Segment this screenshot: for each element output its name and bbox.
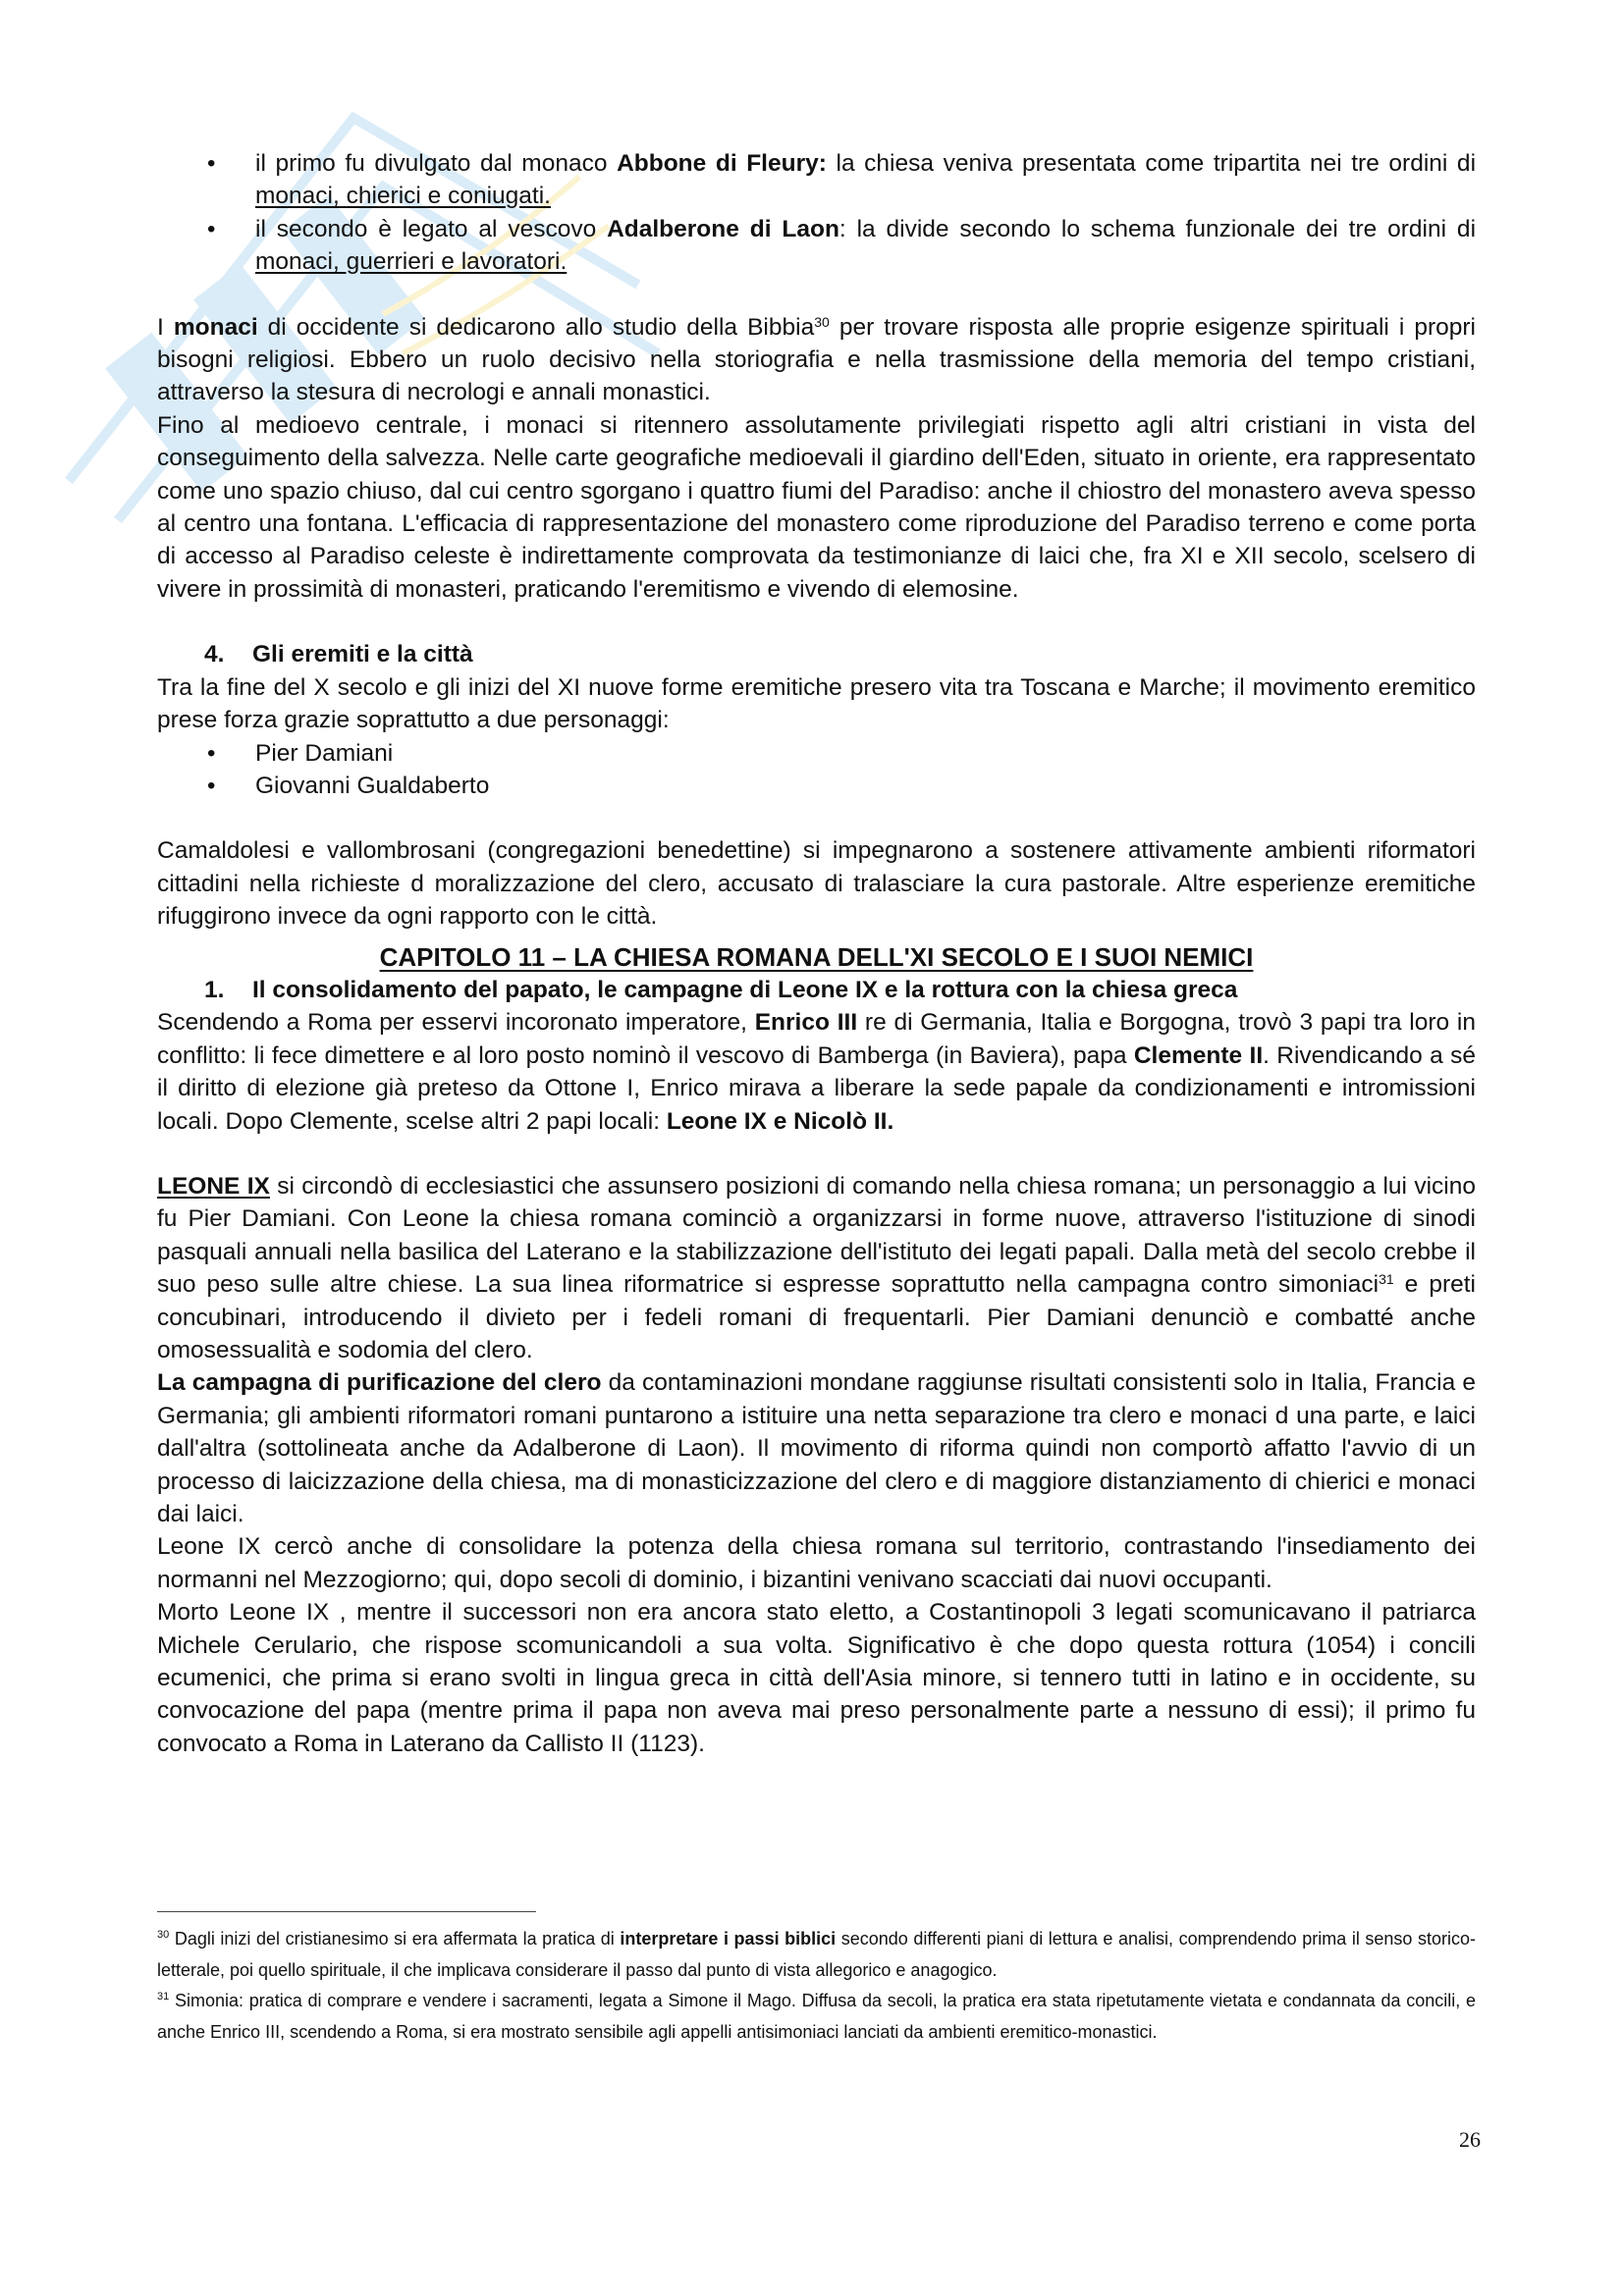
paragraph-scisma: Morto Leone IX , mentre il successori non era ancora stato eletto, a Costantinopoli 3 legati scomunicavano il patriarca Michele Cerulario, che rispose scomunicandoli a sua volta. Significativo è che dopo questa rottura (1054) i concili ecumenici, che prima si erano svolti in lingua greca in città dell'Asia minore, si tennero tutti in latino e in occidente, su convocazione del papa (mentre prima il papa non aveva mai preso personalmente parte a nessuno di essi); il primo fu convocato a Roma in Laterano da Callisto II (1123). [157,1599,1476,1757]
paragraph-eremiti-intro: Tra la fine del X secolo e gli inizi del XI nuove forme eremitiche presero vita tra Toscana e Marche; il movimento eremitico prese forza grazie soprattutto a due personaggi: [157,673,1476,734]
paragraph-campagna: La campagna di purificazione del clero da contaminazioni mondane raggiunse risultati consistenti solo in Italia, Francia e Germania; gli ambienti riformatori romani puntarono a istituire una netta separazione tra clero e monaci d una parte, e laici dall'altra (sottolineata anche da Adalberone di Laon). Il movimento di riforma quindi non comportò affatto l'avvio di un processo di laicizzazione della chiesa, ma di monasticizzazione del clero e di maggiore distanziamento di chierici e monaci dai laici. [157,1369,1476,1528]
paragraph-leone: LEONE IX si circondò di ecclesiastici che assunsero posizioni di comando nella chiesa romana; un personaggio a lui vicino fu Pier Damiani. Con Leone la chiesa romana cominciò a organizzarsi in forme nuove, attraverso l'istituzione di sinodi pasquali annuali nella basilica del Laterano e la stabilizzazione dell'istituto dei legati papali. Dalla metà del secolo crebbe il suo peso sulle altre chiese. La sua linea riformatrice si espresse soprattutto nella campagna contro simoniaci$^{31}$ e preti concubinari, introducendo il divieto per i fedeli romani di frequentarli. Pier Damiani denunciò e combatté anche omosessualità e sodomia del clero. [157,1172,1476,1363]
footnotes [157,1924,1476,2048]
footnote-ref[interactable]: 31 [1379,1271,1394,1288]
chapter-title: CAPITOLO 11 – LA CHIESA ROMANA DELL'XI SECOLO E I SUOI NEMICI [379,941,1254,972]
footnote-30: $^{30}$ Dagli inizi del cristianesimo si era affermata la pratica di interpretare i passi biblici secondo differenti piani di lettura e analisi, comprendendo prima il senso storico-letterale, poi quello spirituale, il che implicava considerare il passo dal punto di vista allegorico e anagogico. [157,1929,1476,1980]
paragraph-monaci: I monaci di occidente si dedicarono allo studio della Bibbia$^{30}$ per trovare risposta alle proprie esigenze spirituali i propri bisogni religiosi. Ebbero un ruolo decisivo nella storiografia e nella trasmissione della memoria del tempo cristiani, attraverso la stesura di necrologi e annali monastici. [157,313,1476,406]
paragraph-camaldolesi: Camaldolesi e vallombrosani (congregazioni benedettine) si impegnarono a sostenere attivamente ambienti riformatori cittadini nella richieste d moralizzazione del clero, accusato di tralasciare la cura pastorale. Altre esperienze eremitiche rifuggirono invece da ogni rapporto con le città. [157,837,1476,931]
eremiti-list [157,737,1476,803]
paragraph-enrico: Scendendo a Roma per esservi incoronato imperatore, Enrico III re di Germania, Italia e Borgogna, trovò 3 papi tra loro in conflitto: li fece dimettere e al loro posto nominò il vescovo di Bamberga (in Baviera), papa Clemente II. Rivendicando a sé il diritto di elezione già preteso da Ottone I, Enrico mirava a liberare la sede papale da condizionamenti e intromissioni locali. Dopo Clemente, scelse altri 2 papi locali: Leone IX e Nicolò II. [157,1009,1477,1135]
list-item: • Giovanni Gualdaberto [157,770,1476,802]
paragraph-medioevo: Fino al medioevo centrale, i monaci si ritennero assolutamente privilegiati rispetto agli altri cristiani in vista del conseguimento della salvezza. Nelle carte geografiche medioevali il giardino dell'Eden, situato in oriente, era rappresentato come uno spazio chiuso, dal cui centro sgorgano i quattro fiumi del Paradiso: anche il chiostro del monastero aveva spesso al centro una fontana. L'efficacia di rappresentazione del monastero come riproduzione del Paradiso terreno e come porta di accesso al Paradiso celeste è indirettamente comprovata da testimonianze di laici che, fra XI e XII secolo, scelsero di vivere in prossimità di monasteri, praticando l'eremitismo e vivendo di elemosine. [157,411,1476,603]
list-item: • il primo fu divulgato dal monaco Abbone di Fleury: la chiesa veniva presentata come tripartita nei tre ordini di monaci, chierici e coniugati. [157,147,1476,213]
footnote-separator [157,1911,536,1912]
list-item: • Pier Damiani [157,737,1476,770]
list-item: • il secondo è legato al vescovo Adalberone di Laon: la divide secondo lo schema funzionale dei tre ordini di monaci, guerrieri e lavoratori. [157,213,1476,279]
page-number: 26 [1459,2127,1481,2152]
tripartition-list [157,147,1476,279]
section-heading-1: 1. Il consolidamento del papato, le campagne di Leone IX e la rottura con la chiesa greca [204,976,1238,1003]
footnote-31: $^{31}$ Simonia: pratica di comprare e vendere i sacramenti, legata a Simone il Mago. Diffusa da secoli, la pratica era stata ripetutamente vietata e condannata da concili, e anche Enrico III, scendendo a Roma, si era mostrato sensibile agli appelli antisimoniaci lanciati da ambienti eremitico-monastici. [157,1991,1476,2042]
page-body [157,147,1476,1760]
section-heading-4: 4. Gli eremiti e la città [204,641,473,668]
footnote-ref[interactable]: 30 [814,313,830,330]
paragraph-normanni: Leone IX cercò anche di consolidare la potenza della chiesa romana sul territorio, contrastando l'insediamento dei normanni nel Mezzogiorno; qui, dopo secoli di dominio, i bizantini venivano scacciati dai nuovi occupanti. [157,1533,1476,1593]
